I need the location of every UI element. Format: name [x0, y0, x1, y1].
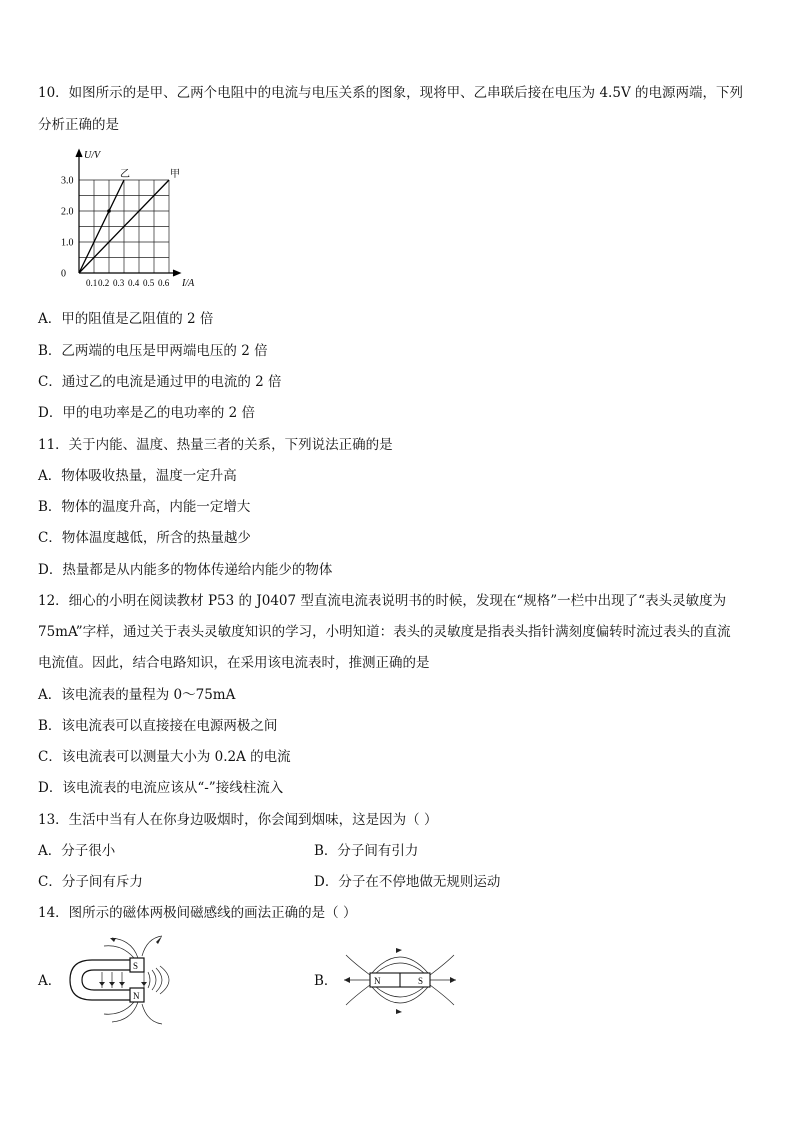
q10-option-c: C．通过乙的电流是通过甲的电流的 2 倍 [38, 374, 282, 390]
x-tick-label: 0.1 [86, 278, 98, 288]
series-point [107, 209, 111, 213]
y-tick-label: 2.0 [61, 206, 74, 218]
q11-option-d: D．热量都是从内能多的物体传递给内能少的物体 [38, 562, 333, 578]
x-axis-arrow [173, 270, 180, 276]
magnet-a-top-pole: S [133, 961, 139, 971]
q14-stem: 14．图所示的磁体两极间磁感线的画法正确的是（ ） [38, 905, 357, 921]
q14-option-a-label: A． [38, 973, 62, 989]
q13-option-a: A．分子很小 [38, 843, 116, 859]
q12-stem-line3: 电流值。因此，结合电路知识，在采用该电流表时，推测正确的是 [38, 655, 430, 671]
q13-option-b: B．分子间有引力 [314, 843, 419, 859]
x-tick-label: 0.5 [143, 278, 155, 288]
q10-option-b: B．乙两端的电压是甲两端电压的 2 倍 [38, 343, 268, 359]
q14-option-b-label: B． [314, 973, 338, 989]
q10-stem-line2: 分析正确的是 [38, 117, 119, 133]
x-tick-label: 0.6 [158, 278, 170, 288]
series-label: 甲 [170, 169, 180, 180]
field-lines-a [102, 936, 169, 1024]
magnet-b-right-pole: S [418, 976, 424, 986]
q13-option-d: D．分子在不停地做无规则运动 [314, 874, 501, 890]
x-tick-label: 0.3 [113, 278, 125, 288]
q11-option-a: A．物体吸收热量，温度一定升高 [38, 468, 237, 484]
q13-option-c: C．分子间有斥力 [38, 874, 143, 890]
x-tick-label: 0.4 [128, 278, 140, 288]
q12-stem-line1: 12．细心的小明在阅读教材 P53 的 J0407 型直流电流表说明书的时候，发现在“规格”一栏中出现了“表头灵敏度为 [38, 593, 727, 609]
magnet-a-bottom-pole: N [133, 991, 140, 1001]
y-tick-label: 1.0 [61, 237, 74, 249]
magnet-figure-a [62, 930, 192, 1030]
q11-option-b: B．物体的温度升高，内能一定增大 [38, 499, 251, 515]
q12-option-b: B．该电流表可以直接接在电源两极之间 [38, 718, 278, 734]
q12-option-c: C．该电流表可以测量大小为 0.2A 的电流 [38, 749, 291, 765]
y-tick-label: 3.0 [61, 175, 74, 187]
y-axis-label: U/V [84, 150, 101, 161]
y-tick-label: 0 [61, 268, 66, 280]
series-label: 乙 [120, 169, 130, 180]
q10-stem-line1: 10．如图所示的是甲、乙两个电阻中的电流与电压关系的图象，现将甲、乙串联后接在电压为 4.5V 的电源两端，下列 [38, 85, 743, 101]
magnet-figure-b [340, 935, 460, 1025]
q13-stem: 13．生活中当有人在你身边吸烟时，你会闻到烟味，这是因为（ ） [38, 812, 438, 828]
q10-option-a: A．甲的阻值是乙阻值的 2 倍 [38, 311, 214, 327]
q12-option-d: D．该电流表的电流应该从“-”接线柱流入 [38, 780, 284, 796]
x-axis-label: I/A [182, 278, 195, 289]
magnet-b-left-pole: N [374, 976, 381, 986]
x-tick-label: 0.2 [98, 278, 110, 288]
q12-option-a: A．该电流表的量程为 0～75mA [38, 687, 236, 703]
q10-option-d: D．甲的电功率是乙的电功率的 2 倍 [38, 405, 255, 421]
q11-option-c: C．物体温度越低，所含的热量越少 [38, 530, 251, 546]
q10-ui-chart [60, 144, 210, 294]
y-axis-arrow [76, 150, 82, 157]
q12-stem-line2: 75mA”字样，通过关于表头灵敏度知识的学习，小明知道：表头的灵敏度是指表头指针满刻度偏转时流过表头的直流 [38, 624, 731, 640]
q11-stem: 11．关于内能、温度、热量三者的关系，下列说法正确的是 [38, 437, 393, 453]
